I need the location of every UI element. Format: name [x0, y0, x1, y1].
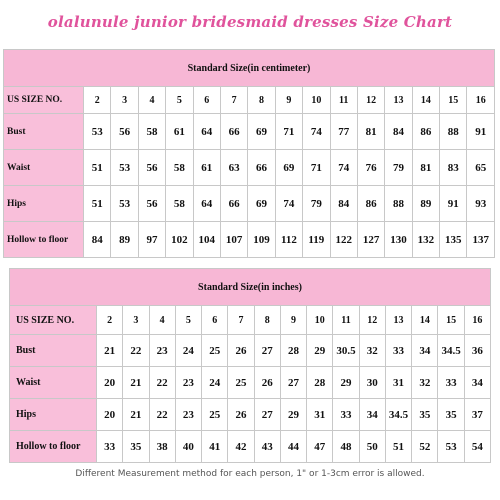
value-cell: 25: [202, 399, 228, 431]
value-cell: 21: [97, 335, 123, 367]
value-cell: 84: [84, 222, 111, 258]
value-cell: 91: [440, 186, 467, 222]
value-cell: 91: [467, 114, 495, 150]
value-cell: 79: [385, 150, 412, 186]
value-cell: 52: [412, 431, 438, 463]
value-cell: 32: [412, 367, 438, 399]
value-cell: 66: [248, 150, 275, 186]
value-cell: 135: [440, 222, 467, 258]
value-cell: 89: [111, 222, 138, 258]
value-cell: 29: [280, 399, 306, 431]
row-label-bust: Bust: [10, 335, 97, 367]
size-cell: 11: [333, 306, 359, 335]
value-cell: 47: [307, 431, 333, 463]
size-cell: 7: [220, 87, 247, 114]
value-cell: 84: [385, 114, 412, 150]
value-cell: 53: [438, 431, 464, 463]
value-cell: 56: [138, 186, 165, 222]
inch-table-header: Standard Size(in inches): [10, 269, 491, 306]
value-cell: 50: [359, 431, 385, 463]
value-cell: 127: [357, 222, 384, 258]
value-cell: 58: [166, 186, 193, 222]
value-cell: 69: [275, 150, 302, 186]
value-cell: 66: [220, 114, 247, 150]
value-cell: 25: [228, 367, 254, 399]
size-cell: 10: [307, 306, 333, 335]
value-cell: 88: [440, 114, 467, 150]
value-cell: 25: [202, 335, 228, 367]
value-cell: 81: [412, 150, 439, 186]
centimeter-size-table: [3, 49, 495, 258]
size-cell: 14: [412, 87, 439, 114]
value-cell: 27: [280, 367, 306, 399]
size-cell: 16: [467, 87, 495, 114]
size-cell: 11: [330, 87, 357, 114]
value-cell: 23: [149, 335, 175, 367]
value-cell: 33: [333, 399, 359, 431]
value-cell: 51: [84, 150, 111, 186]
value-cell: 21: [123, 367, 149, 399]
size-cell: 4: [138, 87, 165, 114]
value-cell: 53: [84, 114, 111, 150]
row-label-hollow-to-floor: Hollow to floor: [4, 222, 84, 258]
value-cell: 34: [412, 335, 438, 367]
value-cell: 31: [307, 399, 333, 431]
value-cell: 28: [280, 335, 306, 367]
size-cell: 7: [228, 306, 254, 335]
value-cell: 84: [330, 186, 357, 222]
inch-size-table: [9, 268, 491, 463]
value-cell: 24: [202, 367, 228, 399]
value-cell: 53: [111, 150, 138, 186]
value-cell: 137: [467, 222, 495, 258]
value-cell: 48: [333, 431, 359, 463]
size-cell: 3: [111, 87, 138, 114]
row-label-hollow-to-floor: Hollow to floor: [10, 431, 97, 463]
value-cell: 58: [166, 150, 193, 186]
value-cell: 61: [166, 114, 193, 150]
value-cell: 28: [307, 367, 333, 399]
value-cell: 38: [149, 431, 175, 463]
chart-title: olalunule junior bridesmaid dresses Size Chart: [47, 13, 453, 31]
row-label-bust: Bust: [4, 114, 84, 150]
size-cell: 9: [280, 306, 306, 335]
value-cell: 54: [464, 431, 490, 463]
size-cell: 6: [202, 306, 228, 335]
value-cell: 79: [303, 186, 330, 222]
size-cell: 5: [166, 87, 193, 114]
value-cell: 22: [123, 335, 149, 367]
value-cell: 27: [254, 335, 280, 367]
value-cell: 53: [111, 186, 138, 222]
size-cell: 8: [254, 306, 280, 335]
value-cell: 27: [254, 399, 280, 431]
value-cell: 102: [166, 222, 193, 258]
value-cell: 63: [220, 150, 247, 186]
value-cell: 30.5: [333, 335, 359, 367]
value-cell: 31: [385, 367, 411, 399]
value-cell: 89: [412, 186, 439, 222]
value-cell: 65: [467, 150, 495, 186]
value-cell: 33: [385, 335, 411, 367]
size-cell: 8: [248, 87, 275, 114]
size-cell: 12: [359, 306, 385, 335]
value-cell: 86: [412, 114, 439, 150]
value-cell: 40: [175, 431, 201, 463]
value-cell: 81: [357, 114, 384, 150]
size-cell: 16: [464, 306, 490, 335]
size-label: US SIZE NO.: [10, 306, 97, 335]
value-cell: 22: [149, 399, 175, 431]
value-cell: 26: [228, 335, 254, 367]
size-cell: 6: [193, 87, 220, 114]
size-label: US SIZE NO.: [4, 87, 84, 114]
value-cell: 71: [303, 150, 330, 186]
value-cell: 36: [464, 335, 490, 367]
value-cell: 77: [330, 114, 357, 150]
value-cell: 20: [97, 399, 123, 431]
value-cell: 64: [193, 114, 220, 150]
value-cell: 74: [275, 186, 302, 222]
value-cell: 20: [97, 367, 123, 399]
value-cell: 26: [254, 367, 280, 399]
size-cell: 10: [303, 87, 330, 114]
value-cell: 35: [412, 399, 438, 431]
value-cell: 69: [248, 186, 275, 222]
value-cell: 88: [385, 186, 412, 222]
size-cell: 13: [385, 87, 412, 114]
value-cell: 34: [359, 399, 385, 431]
value-cell: 34.5: [385, 399, 411, 431]
value-cell: 64: [193, 186, 220, 222]
value-cell: 109: [248, 222, 275, 258]
value-cell: 26: [228, 399, 254, 431]
value-cell: 76: [357, 150, 384, 186]
value-cell: 23: [175, 367, 201, 399]
value-cell: 119: [303, 222, 330, 258]
row-label-hips: Hips: [10, 399, 97, 431]
value-cell: 51: [385, 431, 411, 463]
value-cell: 22: [149, 367, 175, 399]
value-cell: 132: [412, 222, 439, 258]
value-cell: 93: [467, 186, 495, 222]
footnote: Different Measurement method for each person, 1" or 1-3cm error is allowed.: [75, 469, 425, 479]
value-cell: 33: [97, 431, 123, 463]
value-cell: 58: [138, 114, 165, 150]
value-cell: 51: [84, 186, 111, 222]
row-label-hips: Hips: [4, 186, 84, 222]
size-cell: 4: [149, 306, 175, 335]
value-cell: 69: [248, 114, 275, 150]
value-cell: 122: [330, 222, 357, 258]
value-cell: 97: [138, 222, 165, 258]
value-cell: 29: [307, 335, 333, 367]
value-cell: 130: [385, 222, 412, 258]
size-cell: 9: [275, 87, 302, 114]
value-cell: 74: [303, 114, 330, 150]
value-cell: 33: [438, 367, 464, 399]
size-cell: 14: [412, 306, 438, 335]
value-cell: 61: [193, 150, 220, 186]
value-cell: 41: [202, 431, 228, 463]
value-cell: 30: [359, 367, 385, 399]
size-cell: 2: [84, 87, 111, 114]
value-cell: 37: [464, 399, 490, 431]
size-cell: 15: [438, 306, 464, 335]
value-cell: 104: [193, 222, 220, 258]
value-cell: 23: [175, 399, 201, 431]
value-cell: 42: [228, 431, 254, 463]
size-cell: 13: [385, 306, 411, 335]
value-cell: 83: [440, 150, 467, 186]
value-cell: 34.5: [438, 335, 464, 367]
value-cell: 112: [275, 222, 302, 258]
value-cell: 56: [138, 150, 165, 186]
value-cell: 24: [175, 335, 201, 367]
value-cell: 21: [123, 399, 149, 431]
value-cell: 86: [357, 186, 384, 222]
value-cell: 43: [254, 431, 280, 463]
value-cell: 71: [275, 114, 302, 150]
value-cell: 35: [438, 399, 464, 431]
size-cell: 3: [123, 306, 149, 335]
value-cell: 32: [359, 335, 385, 367]
row-label-waist: Waist: [10, 367, 97, 399]
size-cell: 5: [175, 306, 201, 335]
value-cell: 56: [111, 114, 138, 150]
value-cell: 66: [220, 186, 247, 222]
value-cell: 107: [220, 222, 247, 258]
value-cell: 35: [123, 431, 149, 463]
row-label-waist: Waist: [4, 150, 84, 186]
value-cell: 34: [464, 367, 490, 399]
value-cell: 44: [280, 431, 306, 463]
value-cell: 29: [333, 367, 359, 399]
size-cell: 12: [357, 87, 384, 114]
size-cell: 15: [440, 87, 467, 114]
value-cell: 74: [330, 150, 357, 186]
size-cell: 2: [97, 306, 123, 335]
centimeter-table-header: Standard Size(in centimeter): [4, 50, 495, 87]
